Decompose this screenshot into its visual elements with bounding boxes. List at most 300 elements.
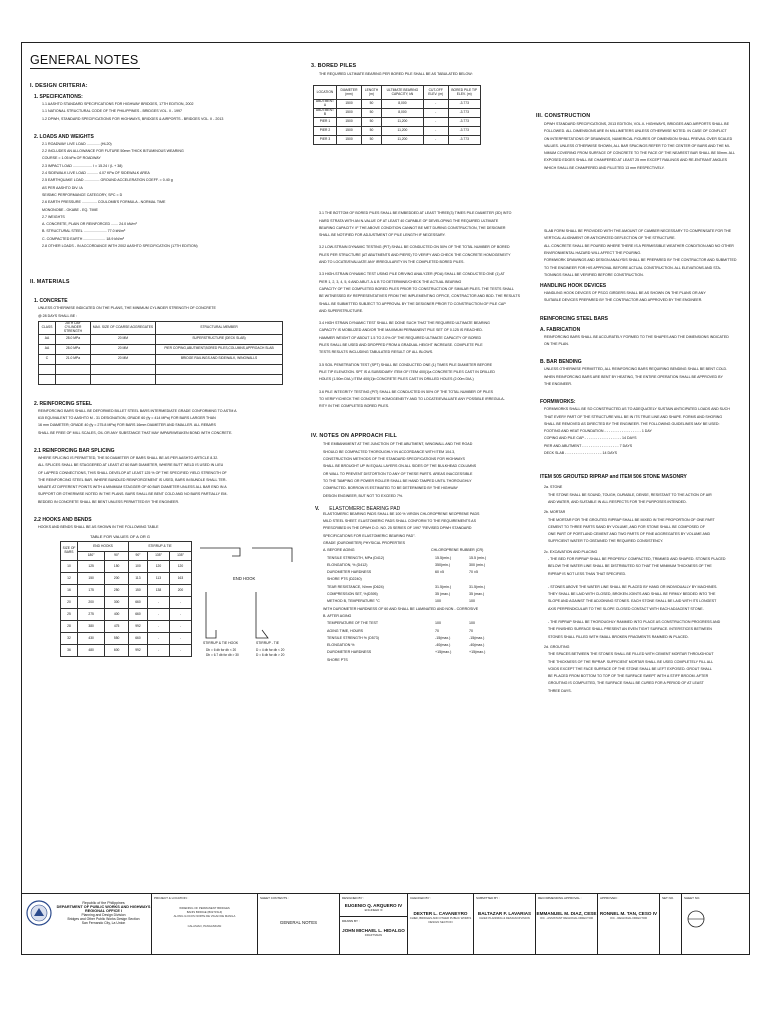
hook-sub-90b: 90° (128, 551, 147, 561)
concrete-cell (91, 364, 156, 374)
fabrication-heading: A. FABRICATION (540, 326, 581, 333)
load-line: 2.2 INCLUDES AN ALLOWANCE FOR FUTURE 50mm THICK BITUMINOUS WEARING (42, 149, 184, 154)
pile-note-line: HARD STRATA WITH AN N-VALUE OF AT LEAST 40 CAPABLE OF DEVELOPING THE REQUIRED ULTIMATE (319, 218, 499, 223)
pile-cell: -3.773 (448, 109, 481, 118)
agency-division: Planning and Design Division (81, 913, 126, 917)
hook-col-stirrup: STIRRUP & TIE (128, 542, 191, 552)
hook-device-line: SUITABLE DEVICES PREPARED BY THE CONTRACTOR AND APPROVED BY THE ENGINEER. (544, 298, 703, 303)
formworks-text (534, 407, 744, 427)
riprap-line: - THE RIPRAP SHALL BE THOROUGHLY RAMMED INTO PLACE AS CONSTRUCTION PROGRESS AND (548, 620, 721, 625)
property-row (309, 658, 527, 665)
riprap-line: ONE PART OF PORTLAND CEMENT AND TWO PARTS OF FINE AGGREGATES BY VOLUME AND (548, 532, 711, 537)
concrete-row (39, 334, 283, 344)
forms-schedule-line: PIER AND ABUTMENT - - - - - - - - - - - - - - - - - 7 DAYS (544, 443, 633, 448)
splicing-line: BEDDED IN CONCRETE SHALL BE BENT UNLESS PERMITTED BY THE ENGINEER. (38, 499, 180, 504)
hook-cell: - (148, 597, 170, 609)
slab-line: ENVIRONMENTAL HAZARD WILL AFFECT THE POURING. (544, 250, 642, 255)
load-line: C. COMPACTED EARTH ...................... 18.9 kN/m³ (42, 236, 124, 241)
pile-col-capacity: ULTIMATE BEARING CAPACITY, kN (381, 86, 423, 100)
pile-col-tip: BORED PILE TIP ELEV. (m) (448, 86, 481, 100)
hook-col-end: END HOOKS (78, 542, 129, 552)
riprap-subheading: 2a. STONE (544, 485, 563, 490)
end-hook-180-sketch (200, 548, 240, 556)
drawn-label: DRAWN BY : (342, 919, 360, 923)
recommender-title: OIC - ASSISTANT REGIONAL DIRECTOR (539, 916, 594, 920)
pile-note-line: CAPACITY IS MOBILIZED AND/OR THE MAXIMUM PERMANENT PILE SET OF 0.125 IS REACHED. (319, 328, 483, 333)
formworks-schedule (534, 429, 744, 456)
materials-heading: II. MATERIALS (30, 279, 70, 286)
riprap-line (548, 614, 744, 618)
pile-row (314, 127, 481, 136)
approach-fill-heading: IV. NOTES ON APPROACH FILL (311, 433, 397, 440)
property-value: -40(max.) (435, 643, 451, 648)
concrete-cell: BRIDGE RAILINGS AND SIDEWALK, WINGWALLS (156, 354, 283, 364)
approach-line: SHALL BE BROUGHT UP IN EQUAL LAYERS ON ALL SIDES OF THE BULKHEAD COLUMNS (323, 464, 477, 469)
bar-bending-heading: B. BAR BENDING (540, 359, 582, 366)
hook-cell: 200 (169, 585, 191, 597)
pile-row (314, 109, 481, 118)
spec-line: 1.2 DPWH, STANDARD SPECIFICATIONS FOR HIGHWAYS, BRIDGES & AIRPORTS - BRIDGES VOL. II - 2013 (42, 116, 224, 121)
concrete-cell: 20 MM (91, 334, 156, 344)
riprap-line: THE FINISHED SURFACE SHALL PRESENT AN EVEN TIGHT SURFACE. INTERSTICES BETWEEN (548, 627, 712, 632)
fab-line: ON THE PLAN. (544, 342, 569, 347)
load-line: 2.8 OTHER LOADS - IN ACCORDANCE WITH 2002 AASHTO SPECIFICATION (17TH EDITION) (42, 244, 198, 249)
concrete-cell (56, 374, 91, 384)
concrete-cell (156, 364, 283, 374)
property-name: AGING TIME, HOURS (327, 628, 364, 633)
property-value: -15(max.) (435, 635, 451, 640)
pile-cell: 1500 (336, 127, 361, 136)
pile-note-line: SHALL BE SUBMITTED SUBJECT TO APPROVAL BY THE DESIGNER PRIOR TO CONSTRUCTION OF PILE CAP (319, 301, 506, 306)
hook-cell: 992 (128, 621, 147, 633)
bar-splicing-heading: 2.1 REINFORCING BAR SPLICING (34, 447, 115, 454)
riprap-subheading: 2b. MORTAR (544, 510, 566, 515)
durometer-note: WITH DUROMETER HARDNESS OF 60 AND SHALL BE LAMINATED AND NON - CORROSIVE (323, 606, 479, 611)
load-line: 2.4 SIDEWALK LIVE LOAD ........... 4.07 KPa OF SIDEWALK AREA (42, 171, 150, 176)
sheet-title: GENERAL NOTES (279, 920, 318, 925)
steel-line: REINFORCING BARS SHALL BE DEFORMED BILLET STEEL BARS INTERMEDIATE GRADE CONFORMING TO ASTM A (38, 408, 237, 413)
concrete-cell: 28.0 MPa (56, 344, 91, 354)
concrete-cell (39, 374, 56, 384)
dpwh-seal-icon (26, 900, 52, 926)
bored-piles-table (313, 85, 481, 145)
hook-cell: 600 (105, 645, 129, 657)
loads-heading: 2. LOADS AND WEIGHTS (34, 133, 94, 140)
hook-cell: 150 (128, 585, 147, 597)
splicing-line: ALL SPLICES SHALL BE STAGGERED AT LEAST AT 60 BAR DIAMETER, WHERE BUTT WELD IS USED IN LIEU (38, 463, 224, 468)
pile-cell: 50 (362, 100, 382, 109)
property-name: ELONGATION % (327, 643, 355, 648)
pile-row (314, 100, 481, 109)
hook-row (61, 609, 192, 621)
pile-cell: 1500 (336, 118, 361, 127)
pile-note-line: TESTS RESULTS INCLUDING TABULATED RESULT OF ALL BLOWS. (319, 350, 434, 355)
pile-cell: 8,000 (381, 109, 423, 118)
elastomeric-number: V. (315, 505, 320, 512)
approach-fill-text (309, 442, 527, 498)
pile-cell: - (423, 109, 448, 118)
pile-note-line: PILE TIP ELEVATION. SPT IS A SUBSIDIARY ITEM OF ITEM 400(1)a CONCRETE PILES CAST IN DRILLED (319, 369, 496, 374)
pile-note-line: 3.3 HIGH-STRAIN DYNAMIC TEST USING PILE DRIVING ANALYZER (PDA) SHALL BE CONDUCTED ONE (1) AT (319, 272, 505, 277)
hook-cell: 113 (148, 573, 170, 585)
pile-note-line: AND SUPERSTRUCTURE. (319, 308, 364, 313)
slab-line: TO THE ENGINEER FOR HIS APPROVAL BEFORE ACTUAL CONSTRUCTION. ALL ELEVATIONS AND STA- (544, 265, 722, 270)
property-row (309, 585, 527, 592)
rebar-heading: REINFORCING STEEL BARS (540, 315, 608, 322)
riprap-line: - STONES ABOVE THE WATER LINE SHALL BE PLACED BY HAND OR INDIVIDUALLY BY MACHINES. (548, 584, 718, 589)
hook-cell: - (148, 609, 170, 621)
hook-cell: 100 (128, 561, 147, 573)
riprap-line: SLOPE AND AGAINST THE ADJOINING STONES. EACH STONE SHALL BE LAID WITH ITS LONGEST (548, 599, 717, 604)
drawing-sheet (21, 42, 750, 955)
property-name: ELONGATION, % (D412) (327, 562, 368, 567)
hook-cell: 250 (105, 585, 129, 597)
slab-line: SLAB FORM SHALL BE PROVIDED WITH THE AMOUNT OF CAMBER NECESSARY TO COMPENSATE FOR THE (544, 229, 732, 234)
design-criteria-heading: I. DESIGN CRITERIA: (30, 83, 88, 89)
splicing-line: OF LAPPED CONNECTIONS, THIS SHALL DEVELOP AT LEAST 125 % OF THE SPECIFIED YIELD STRENGTH OF (38, 470, 227, 475)
reinforcing-steel-heading: 2. REINFORCING STEEL (34, 400, 93, 407)
property-name: SHORE PTS (327, 657, 348, 662)
property-value: -40(max.) (469, 643, 485, 648)
approver-title: OIC - REGIONAL DIRECTOR (609, 916, 648, 920)
column-middle (309, 43, 527, 894)
pile-cell: 50 (362, 127, 382, 136)
hook-notes-left (206, 648, 239, 657)
elastomeric-line: PRESCRIBED IN THE DPWH D.O. NO. 25 SERIES OF 1997 "REVISED DPWH STANDARD (323, 526, 472, 531)
hook-cell: 660 (128, 633, 147, 645)
property-name: DUROMETER HARDNESS (327, 570, 372, 575)
pile-note-line: 3.2 LOW-STRAIN DYNAMIC TESTING (PIT) SHALL BE CONDUCTED ON 50% OF THE TOTAL NUMBER OF BORED (319, 245, 510, 250)
construction-text (534, 122, 744, 171)
approach-line: DESIGN ENGINEER, BUT NOT TO EXCEED 7%. (323, 493, 404, 498)
concrete-cell: 28.0 MPa (56, 334, 91, 344)
construction-line: NIMUM COVERING FROM SURFACE OF CONCRETE TO THE FACE OF THE NEAREST BAR SHALL BE 50mm. ALL (544, 151, 736, 156)
concrete-col-class: CLASS (39, 321, 56, 334)
riprap-line: SUFFICIENT WATER TO OBTAINED THE REQUIRED CONSISTENCY. (548, 539, 664, 544)
before-aging-heading: A. BEFORE AGING (323, 548, 355, 553)
bend-line: WHEN REINFORCING BARS ARE BENT BY HEATING, THE ENTIRE OPERATION SHALL BE APPROVED BY (544, 374, 723, 379)
submitted-label: SUBMITTED BY : (476, 896, 500, 900)
approach-line: COMPACTED. BORROW IS ESTIMATED TO BE DETERMINED BY THE HIGHWAY (323, 486, 458, 491)
property-name: TEAR RESISTANCE, N/mm (D624) (327, 584, 384, 589)
pile-note-line: BEARING CAPACITY. IF THE ABOVE CONDITION CANNOT BE MET DURING CONSTRUCTION, THE DESIGNER (319, 225, 506, 230)
property-name: TENSILE STRENGTH % (D573) (327, 635, 379, 640)
project-cell (152, 894, 258, 954)
hook-note: Db = 6 db for db < 20 (206, 648, 237, 653)
end-hook-label: END HOOK (233, 576, 256, 582)
property-value: 100 (435, 599, 441, 604)
steel-line: SHALL BE FREE OF MILL SCALES, OIL OR ANY SUBSTANCE THAT MAY IMPAIR/WEAKEN BOND WITH CONCRETE. (38, 430, 233, 435)
concrete-cell: SUPERSTRUCTURE (DECK SLAB) (156, 334, 283, 344)
submitter-name: BALTAZAR F. LAVARIAS (477, 911, 532, 916)
hook-row (61, 633, 192, 645)
pile-cell: 11,200 (381, 136, 423, 145)
pile-cell: -3.773 (448, 118, 481, 127)
riprap-subheading: 2d. GROUTING (544, 644, 570, 649)
before-aging-rows (309, 556, 527, 607)
property-value: 100 (469, 621, 475, 626)
load-line: 2.7 WEIGHTS (42, 214, 65, 219)
pile-cell: 11,200 (381, 118, 423, 127)
forms-schedule-line: COPING AND PILE CAP - - - - - - - - - - - - - - - - - 14 DAYS (544, 436, 637, 441)
fab-line: REINFORCING BARS SHALL BE ACCURATELY FORMED TO THE SHAPES AND THE DIMENSIONS INDICATED (544, 334, 729, 339)
after-aging-rows (309, 621, 527, 665)
hook-cell: 120 (148, 561, 170, 573)
hook-cell: 150 (105, 561, 129, 573)
pile-note-line: 3.1 THE BOTTOM OF BORED PILES SHALL BE EMBEDDED AT LEAST THREE(3) TIMES PILE DIAMETER (3D) INTO (319, 211, 512, 216)
concrete-table-body (39, 334, 283, 384)
hook-row (61, 573, 192, 585)
hook-cell: 138 (148, 585, 170, 597)
concrete-cell: 20 MM (91, 354, 156, 364)
set-number-label: SET NO. (662, 896, 674, 900)
checker-name: DEXTER L. CAVANEYRO (413, 911, 468, 916)
stirrup-90-label: STIRRUP & TIE HOOK (203, 641, 239, 646)
formworks-heading: FORMWORKS: (540, 399, 576, 406)
stirrup-135-sketch (256, 592, 268, 638)
concrete-col-aggregate: MAX. SIZE OF COARSE AGGREGATES (91, 321, 156, 334)
concrete-col-member: STRUCTURAL MEMBER (156, 321, 283, 334)
pile-col-cutoff: CUT-OFF ELEV. (m) (423, 86, 448, 100)
property-name: DUROMETER HARDNESS (327, 650, 372, 655)
pile-cell: 1500 (336, 136, 361, 145)
concrete-cell: PIER COPING,ABUTMENT,BORED PILES,COLUMNS,APPROACH SLAB (156, 344, 283, 354)
hook-cell: 480 (78, 645, 105, 657)
property-row (309, 636, 527, 643)
hook-cell: - (148, 621, 170, 633)
approach-line: CONSTRUCTION METHODS OF THE STANDARD SPECIFICATIONS FOR HIGHWAYS (323, 457, 465, 462)
hook-cell: 275 (78, 609, 105, 621)
property-row (309, 643, 527, 650)
concrete-text (28, 306, 302, 319)
end-hook-90-sketch (252, 548, 292, 562)
stirrup-90-sketch (206, 592, 216, 638)
pile-note-line: HAMMER WEIGHT OF ABOUT 1.5 TO 2.0% OF THE REQUIRED ULTIMATE CAPACITY OF BORED (319, 335, 482, 340)
riprap-line: AXIS PERPENDICULAR TO THE SLOPE CLOSED CONTACT WITH EACH ADJACENT STONE. (548, 606, 704, 611)
hook-table (60, 541, 192, 657)
reinforcing-steel-text (28, 409, 302, 436)
approach-line: OR WALL TO PREVENT DISTORTION TO ANY OF THESE PARTS. AREAS INACCESSIBLE (323, 471, 473, 476)
before-aging-header (309, 548, 527, 555)
bored-piles-intro: THE REQUIRED ULTIMATE BEARING PER BORED PILE SHALL BE AS TABULATED BELOW: (319, 72, 473, 76)
slab-line: VERTICAL ALIGNMENT OR ANTICIPATED DEFLECTION OF THE STRUCTURE. (544, 236, 676, 241)
title-block (22, 893, 749, 954)
bored-piles-notes (309, 211, 527, 416)
hook-col-size: SIZE OF BARS (61, 542, 78, 561)
hook-sub-180: 180° (78, 551, 105, 561)
hook-cell: 113 (128, 573, 147, 585)
hook-row (61, 645, 192, 657)
slab-line: TIONINGS SHALL BE VERIFIED BEFORE CONSTRUCTION. (544, 272, 644, 277)
pile-cell: 50 (362, 109, 382, 118)
column-left (28, 43, 302, 894)
grade-line: GRADE (DUROMETER) PHYSICAL PROPERTIES (323, 540, 406, 545)
hook-cell: 12 (61, 573, 78, 585)
bored-piles-body (314, 100, 481, 145)
pile-cell: PIER 3 (314, 136, 337, 145)
bar-bending-text (534, 367, 744, 387)
hook-cell: 380 (78, 621, 105, 633)
steel-line: 615 EQUIVALENT TO AASHTO M - 31 DESIGNATION, GRADE 60 (fy = 414 MPa) FOR BARS LARGER THAN (38, 416, 216, 421)
column-right (534, 43, 744, 894)
load-line: 2.1 ROADWAY LIVE LOAD ............. (HL20) (42, 141, 112, 146)
property-value (469, 658, 503, 663)
riprap-line: GROUTING IS COMPLETED, THE SURFACE SHALL BE CURED FOR A PERIOD OF AT LEAST (548, 681, 704, 686)
splicing-line: SUPPORT OR OTHERWISE NOTED IN THE PLANS. BARS SHALL BE BENT COLD AND NO BARS PARTIALLY EM- (38, 492, 228, 497)
concrete-heading: 1. CONCRETE (34, 298, 68, 305)
load-line: MONONOBE - OKABE - EQ. TIME (42, 207, 98, 212)
property-value: 15.5 (min.) (469, 555, 487, 560)
approver-name: RONNEL M. TAN, CESO IV (599, 911, 658, 916)
recommending-cell (536, 894, 598, 954)
hook-cell: 10 (61, 561, 78, 573)
riprap-line: CEMENT TO THREE PARTS SAND BY VOLUME, AND FOR STONE SHALL BE COMPOSED OF (548, 524, 705, 529)
pile-note-line: HOLES (1.50m DIA.) ITEM 400(1)b CONCRETE PILES CAST IN DRILLED HOLES (2.00m DIA.) (319, 377, 474, 382)
designed-cell (340, 894, 408, 954)
project-line: WIDENING OF PERMANENT BRIDGES (179, 906, 230, 910)
pile-cell: ABUTMENT A (314, 100, 337, 109)
property-name: COMPRESSION SET, %(D395) (327, 592, 378, 597)
hook-cell: 660 (128, 609, 147, 621)
sheet-contents-label: SHEET CONTENTS : (260, 896, 289, 900)
sheet-number-circle-icon (687, 910, 705, 928)
hook-cell: 550 (105, 633, 129, 645)
property-value (469, 577, 503, 582)
concrete-cell: C (39, 354, 56, 364)
hook-detail-area (28, 532, 302, 682)
recommending-label: RECOMMENDING APPROVAL : (538, 896, 582, 900)
project-line: BANIS BRIDGE (B02715LZ) (186, 910, 223, 914)
elastomeric-text (309, 512, 527, 539)
recommender-name: EMMANUEL M. DIAZ, CESE (536, 911, 597, 916)
hook-cell: 992 (128, 645, 147, 657)
construction-line: EXPOSED EDGES SHALL BE CHAMFERED AT LEAST 25 mm EXCEPT RAILINGS AND RE-ENTRANT ANGLES (544, 158, 728, 163)
hook-cell: 28 (61, 621, 78, 633)
concrete-row (39, 364, 283, 374)
property-value: 31.5(min.) (435, 584, 452, 589)
bar-splicing-text (28, 456, 302, 505)
hook-cell: 475 (105, 621, 129, 633)
riprap-line: STONES SHALL FILLED WITH SMALL BROKEN FRAGMENTS RAMMED IN PLACED. (548, 634, 689, 639)
spec-line: 1.1 NATIONAL STRUCTURAL CODE OF THE PHILIPPINES - BRIDGES VOL. II - 1997 (42, 109, 182, 114)
bend-line: UNLESS OTHERWISE PERMITTED, ALL REINFORCING BARS REQUIRING BENDING SHALL BE BENT COLD. (544, 367, 728, 372)
pile-row (314, 118, 481, 127)
hook-cell: - (148, 633, 170, 645)
slab-text (534, 229, 744, 278)
construction-line: VALUES. UNLESS OTHERWISE SHOWN, ALL BAR SPACINGS REFER TO THE CENTER OF BARS AND THE MI- (544, 143, 730, 148)
hook-cell: - (148, 645, 170, 657)
agency-region: REGIONAL OFFICE I (84, 909, 123, 913)
bend-line: THE ENGINEER. (544, 381, 572, 386)
elastomeric-line: ELASTOMERIC BEARING PADS SHALL BE 100 % VIRGIN CHLOROPRENE NEOPRENE PADS (323, 511, 480, 516)
pile-note-line: TO VERIFY/CHECK THE CONCRETE HOMOGENEITY AND TO LOCATE/EVALUATE ANY POSSIBLE IRREGULA- (319, 396, 505, 401)
hook-cell: 36 (61, 645, 78, 657)
pile-row (314, 136, 481, 145)
riprap-line: THE THICKNESS OF THE RIPRAP. SUFFICIENT MORTAR SHALL BE USED COMPLETELY FILL ALL (548, 659, 714, 664)
concrete-cell: AA (39, 334, 56, 344)
approach-line: TO THE TAMPING OR POWER ROLLER SHALL BE HAND TAMPED UNTIL THOROUGHLY (323, 478, 472, 483)
forms-schedule-line: DECK SLAB - - - - - - - - - - - - - - - - - 14 DAYS (544, 451, 618, 456)
concrete-table (38, 321, 283, 385)
property-value: +15(max.) (469, 650, 486, 655)
specifications-list (28, 102, 302, 122)
hook-row (61, 561, 192, 573)
hook-cell: 163 (169, 573, 191, 585)
checked-label: CHECKED BY : (410, 896, 432, 900)
construction-heading: III. CONSTRUCTION (536, 113, 591, 119)
pile-cell: -3.773 (448, 136, 481, 145)
load-line: B. STRUCTURAL STEEL ....................... 77.0 kN/m³ (42, 229, 126, 234)
pile-cell: -3.773 (448, 100, 481, 109)
loads-list (28, 142, 302, 249)
load-line: AS PER AASHTO DIV. IA (42, 185, 83, 190)
specifications-heading: 1. SPECIFICATIONS: (34, 94, 83, 100)
property-row (309, 563, 527, 570)
property-value: 300 (min.) (469, 562, 486, 567)
property-value (435, 577, 469, 582)
riprap-heading: ITEM 505 GROUTED RIPRAP and ITEM 506 STONE MASONRY (540, 474, 687, 481)
sheet-number-label: SHEET NO. (684, 896, 701, 900)
forms-line: SHALL BE REMOVED AS DIRECTED BY THE ENGINEER. THE FOLLOWING GUIDELINES MAY BE USED: (544, 421, 720, 426)
hook-row (61, 585, 192, 597)
pile-note-line: PILES PER STRUCTURE (AT ABUTMENTS AND PIERS) TO VERIFY AND CHECK THE CONCRETE HOMOGENEITY (319, 252, 511, 257)
riprap-line: BE PLACED FROM BOTTOM TO TOP OF THE SURFACE SWEPT WITH A STIFF BROOM. AFTER (548, 674, 709, 679)
riprap-line: THEY SHALL BE LAID WITH CLOSED, BROKEN JOINTS AND SHALL BE FIRMLY BEDDED INTO THE (548, 592, 716, 597)
pile-note-line: BE WITNESSED BY REPRESENTATIVES FROM THE IMPLEMENTING OFFICE, CONTRACTOR AND BDD. THE RESULTS (319, 294, 521, 299)
load-line: 2.6 EARTH PRESSURE ............... COULOMB'S FORMULA - NORMAL TIME (42, 200, 166, 205)
approved-cell (598, 894, 660, 954)
hook-cell: 200 (78, 597, 105, 609)
pile-note-line: SHALL BE NOTIFIED FOR ADJUSTMENT OF PILE LENGTH IF NECESSARY. (319, 233, 446, 238)
submitted-cell (474, 894, 536, 954)
pile-col-length: LENGTH (m) (362, 86, 382, 100)
approach-line: THE EMBANKMENT AT THE JUNCTION OF THE ABUTMENT, WINGWALL AND THE ROAD (323, 442, 473, 447)
hook-cell: 400 (105, 609, 129, 621)
pile-cell: - (423, 127, 448, 136)
project-label: PROJECT & LOCATION : (154, 896, 189, 900)
property-value: 70 (469, 628, 473, 633)
forms-schedule-line: FOOTING AND HEAT FOUNDATION - - - - - - - - - - - - - - - - - 1 DAY (544, 429, 652, 434)
concrete-row (39, 354, 283, 364)
concrete-cell (56, 364, 91, 374)
splicing-line: WHERE SPLICING IS PERMITTED, THE 50 DIAMETER OF BARS SHALL BE AS PER AASHTO ARTICLE 8.32. (38, 455, 219, 460)
property-value: 350(min.) (435, 562, 451, 567)
hooks-bends-heading: 2.2 HOOKS AND BENDS (34, 517, 92, 524)
riprap-line: RIPRAP IS NOT LESS THAN THAT SPECIFIED. (548, 571, 627, 576)
property-value: 100 (435, 621, 441, 626)
approved-label: APPROVED : (600, 896, 619, 900)
project-line: CALASIAO, PANGASINAN (187, 924, 222, 928)
agency-cell (22, 894, 152, 954)
hook-table-body (61, 561, 192, 657)
hook-cell: - (169, 633, 191, 645)
pile-cell: ABUTMENT B (314, 109, 337, 118)
pile-cell: 1500 (336, 109, 361, 118)
page-title: GENERAL NOTES (30, 53, 139, 67)
property-value: 15.5(min.) (435, 555, 452, 560)
hooks-bends-text (28, 525, 302, 530)
elastomeric-line: SPECIFICATIONS FOR ELASTOMERIC BEARING PAD". (323, 533, 416, 538)
property-value: 31.5(min.) (469, 584, 486, 589)
sheet-contents-cell (258, 894, 340, 954)
agency-dpwh: DEPARTMENT OF PUBLIC WORKS AND HIGHWAYS (56, 905, 151, 909)
steel-line: 16 mm DIAMETER; GRADE 40 (fy = 275.8 MPa) FOR BARS 16mm DIAMETER AND SMALLER. ALL REBARS (38, 423, 216, 428)
hook-table-title: TABLE FOR VALUES OF A OR G (90, 534, 150, 540)
hook-cell: - (169, 609, 191, 621)
pile-cell: - (423, 136, 448, 145)
concrete-table-header (39, 321, 283, 334)
hook-cell: - (169, 597, 191, 609)
